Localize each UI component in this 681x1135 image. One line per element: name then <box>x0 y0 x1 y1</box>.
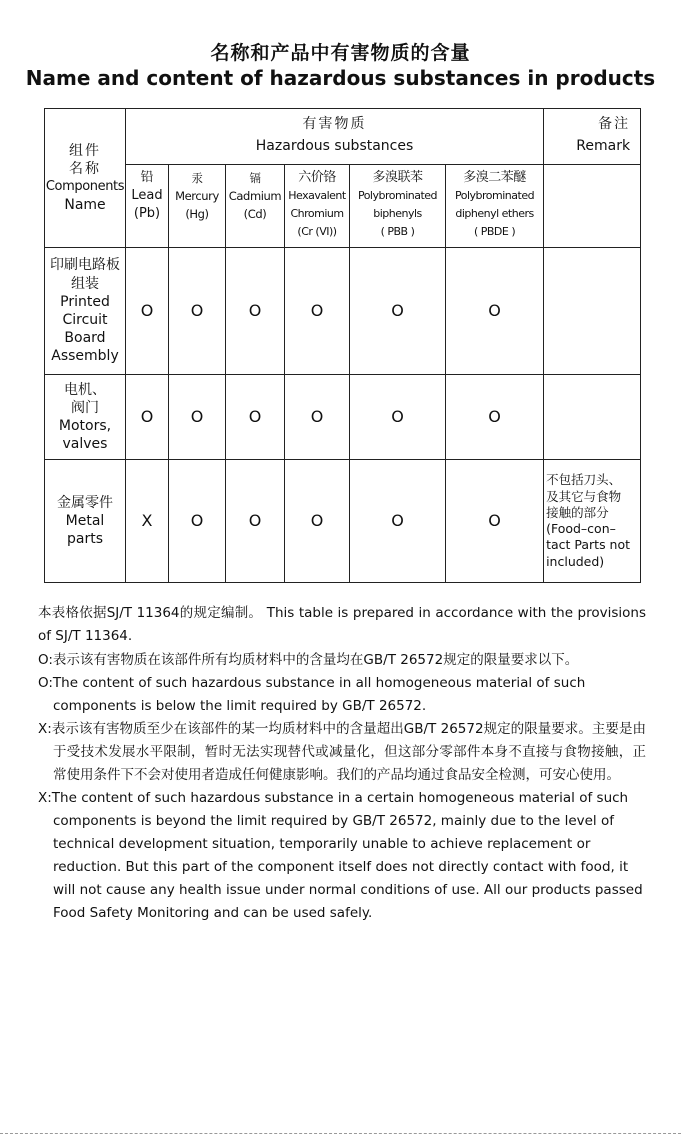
mark-cell: O <box>350 375 446 460</box>
table-row <box>45 460 641 583</box>
mark-cell: O <box>350 248 446 375</box>
mark-cell: O <box>285 375 350 460</box>
substance-pbb-header: 多溴联苯 Polybrominated biphenyls ( PBB ) <box>350 165 446 248</box>
component-name-motors: 电机、 阀门 Motors, valves <box>45 375 126 460</box>
mark-cell: O <box>285 460 350 583</box>
substance-mercury-header: 汞 Mercury (Hg) <box>169 165 226 248</box>
mark-cell: O <box>446 248 544 375</box>
mark-cell: O <box>446 460 544 583</box>
note-standard: 本表格依据SJ/T 11364的规定编制。 This table is prepared in accordance with the provisions of SJ/T 11364. <box>38 605 646 644</box>
note-o-english: O:The content of such hazardous substance in all homogeneous material of such components is below the limit required by GB/T 26572. <box>38 675 586 714</box>
mark-cell: O <box>350 460 446 583</box>
notes-section <box>38 602 646 925</box>
note-x-english: X:The content of such hazardous substance in a certain homogeneous material of such components is beyond the limit required by GB/T 26572, mainly due to the level of technical development situation, temporarily unable to achieve replacement or reduction. But this part of the component itself does not directly contact with food, it will not cause any health issue under normal conditions of use. All our products passed Food Safety Monitoring and can be used safely. <box>38 790 643 921</box>
hazardous-substances-table <box>44 108 641 583</box>
note-o-chinese: O:表示该有害物质在该部件所有均质材料中的含量均在GB/T 26572规定的限量要求以下。 <box>38 652 579 668</box>
substance-pbde-header: 多溴二苯醚 Polybrominated diphenyl ethers ( PBDE ) <box>446 165 544 248</box>
remark-empty-cell <box>544 165 641 248</box>
document-title-chinese: 名称和产品中有害物质的含量 <box>210 42 471 64</box>
substance-chromium-header: 六价铬 Hexavalent Chromium (Cr (VI)) <box>285 165 350 248</box>
remark-header: 备注 Remark <box>544 109 641 165</box>
component-name-pcb: 印刷电路板 组装 Printed Circuit Board Assembly <box>45 248 126 375</box>
mark-cell: O <box>169 248 226 375</box>
bottom-divider <box>0 1133 681 1134</box>
substance-cadmium-header: 镉 Cadmium (Cd) <box>226 165 285 248</box>
hazardous-substances-header: 有害物质 Hazardous substances <box>126 109 544 165</box>
remark-cell <box>544 248 641 375</box>
mark-cell: O <box>169 375 226 460</box>
mark-cell: O <box>226 460 285 583</box>
component-name-metal-parts: 金属零件 Metal parts <box>45 460 126 583</box>
mark-cell: O <box>126 248 169 375</box>
mark-cell: X <box>126 460 169 583</box>
components-name-header: 组件 名称 Components Name <box>45 109 126 248</box>
remark-food-contact: 不包括刀头、 及其它与食物 接触的部分 (Food–con– tact Parts not included) <box>544 460 641 583</box>
mark-cell: O <box>446 375 544 460</box>
mark-cell: O <box>226 375 285 460</box>
note-x-chinese: X:表示该有害物质至少在该部件的某一均质材料中的含量超出GB/T 26572规定的限量要求。主要是由于受技术发展水平限制，暂时无法实现替代或减量化，但这部分零部件本身不直接与食物接触，正常使用条件下不会对使用者造成任何健康影响。我们的产品均通过食品安全检测，可安心使用。 <box>38 721 646 783</box>
mark-cell: O <box>285 248 350 375</box>
mark-cell: O <box>169 460 226 583</box>
mark-cell: O <box>126 375 169 460</box>
table-row <box>45 248 641 375</box>
document-title-english: Name and content of hazardous substances in products <box>25 66 656 90</box>
table-row <box>45 375 641 460</box>
mark-cell: O <box>226 248 285 375</box>
substance-lead-header: 铅 Lead (Pb) <box>126 165 169 248</box>
remark-cell <box>544 375 641 460</box>
